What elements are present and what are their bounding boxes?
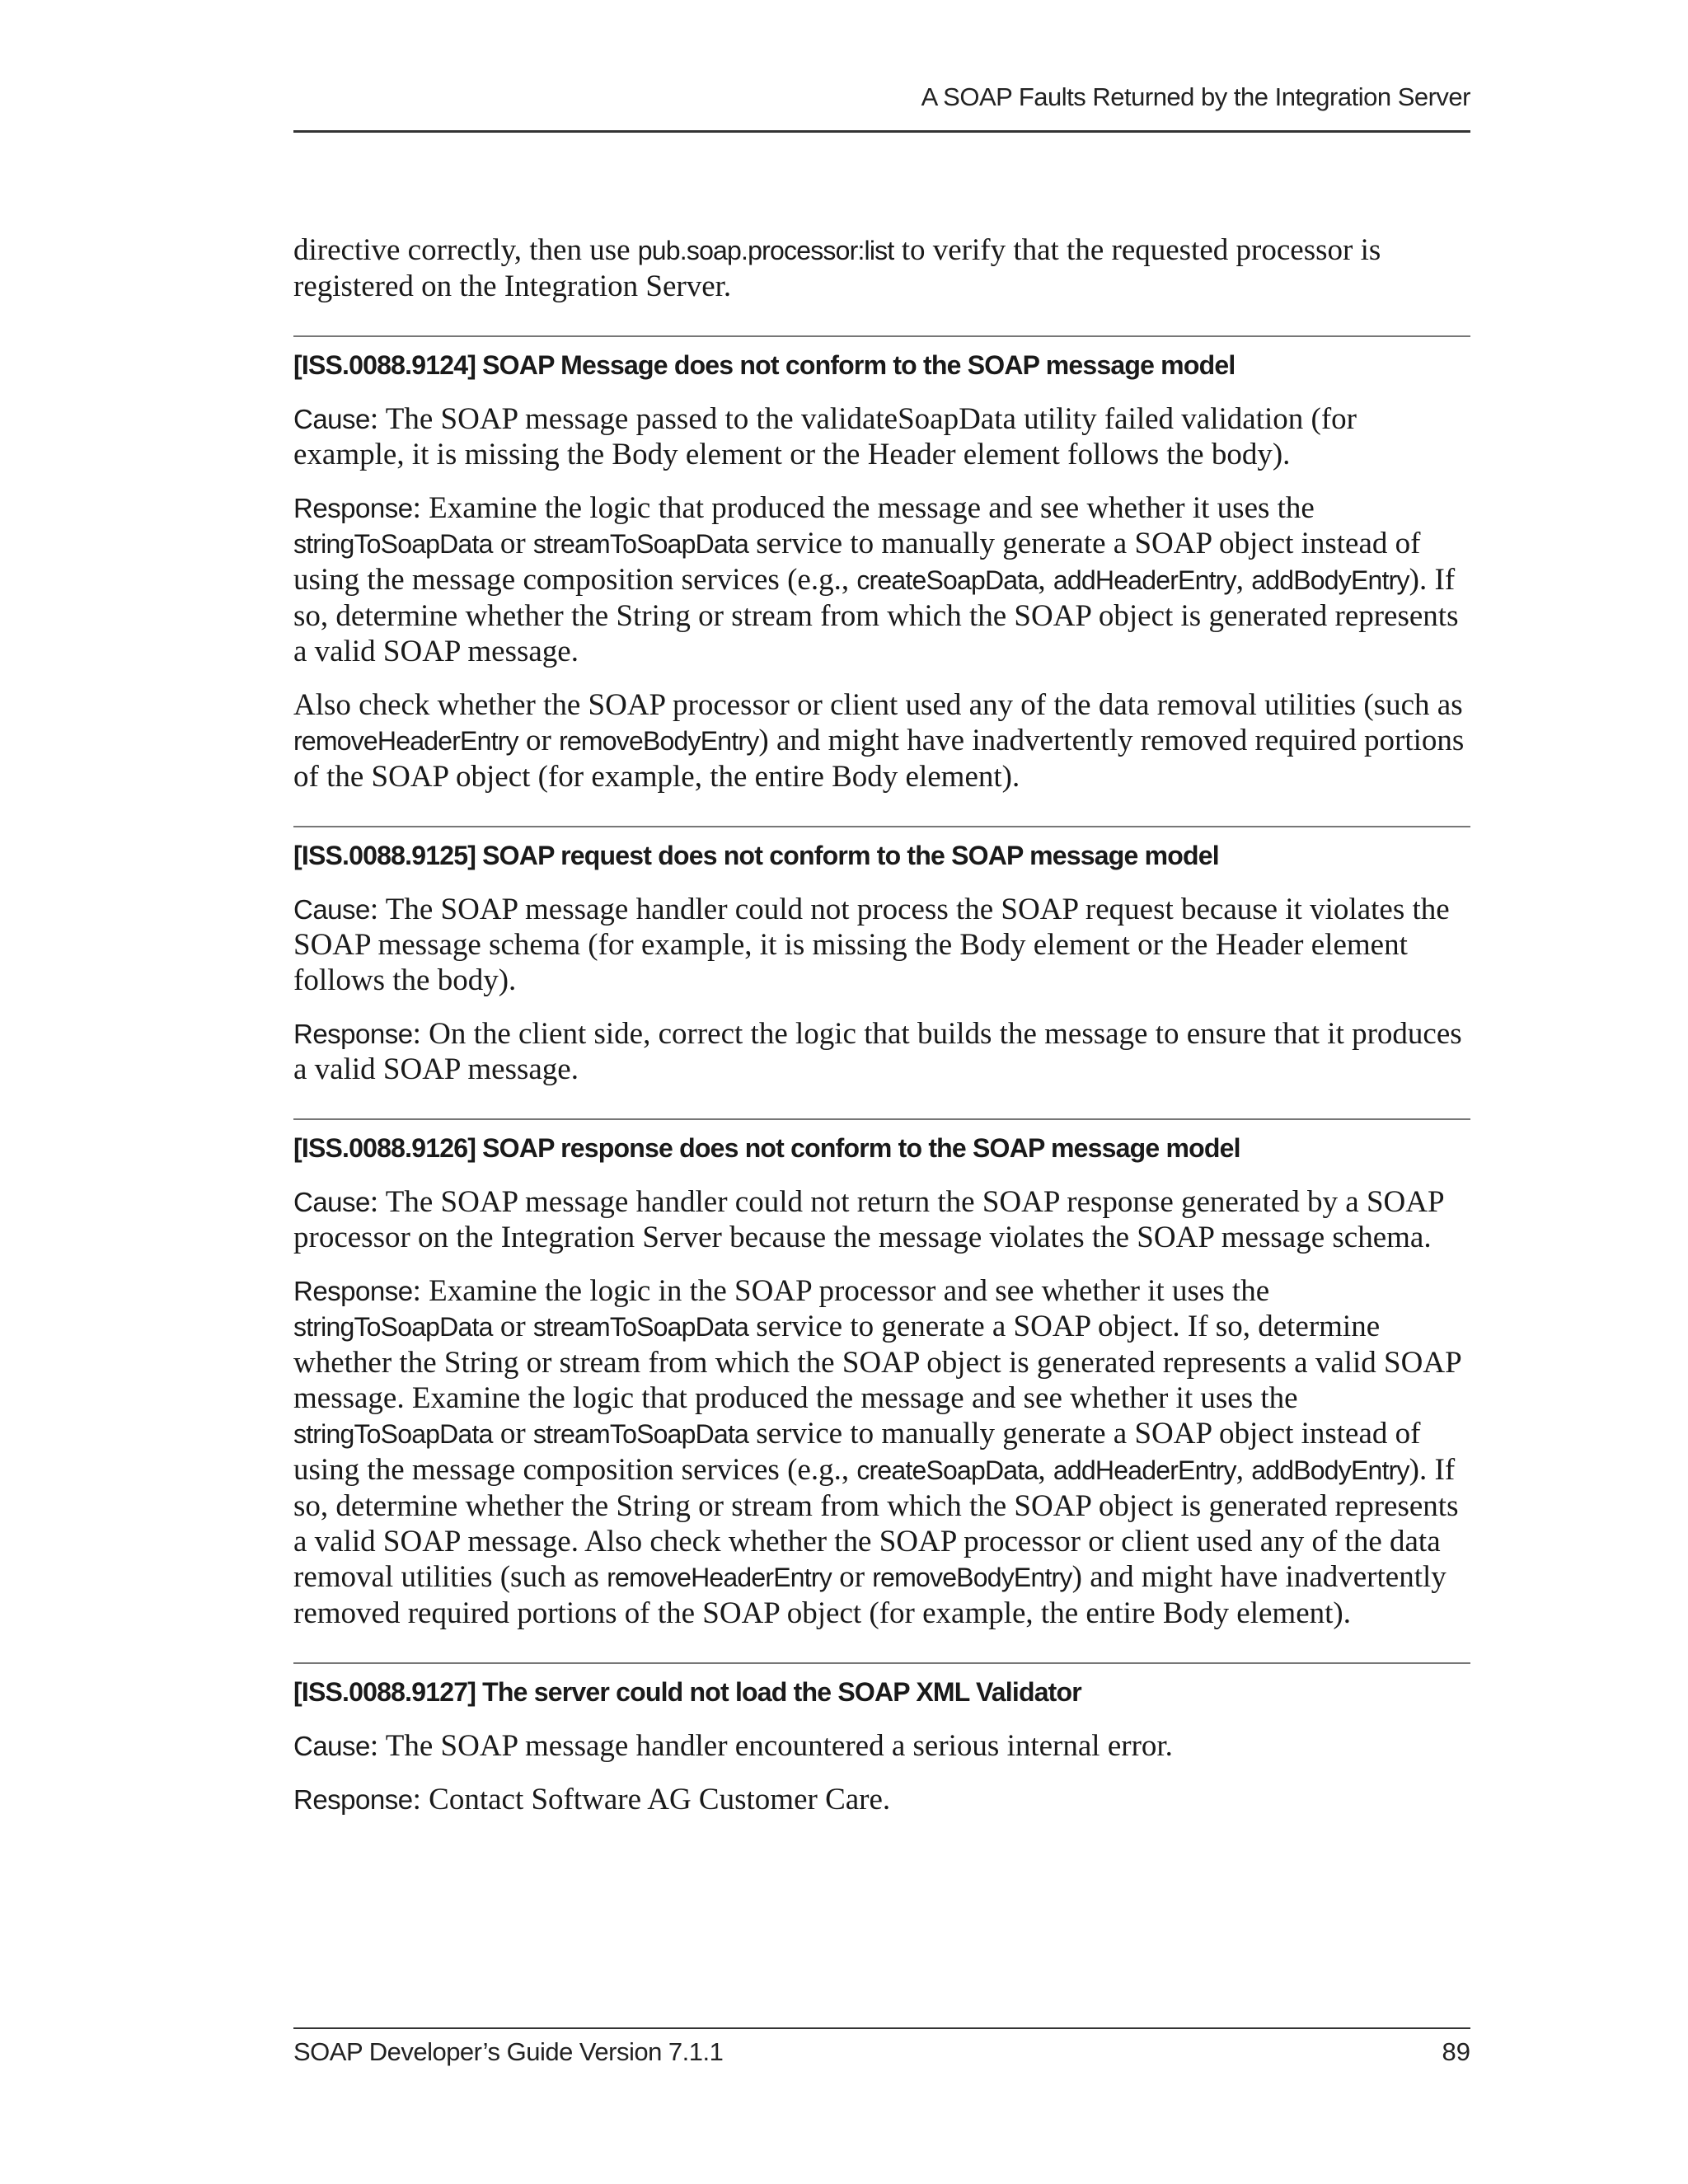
text: service to generate a SOAP object. If so, determine whether the String or stream from which the SOAP object is generated represents a valid SOAP message. Examine the logic that produced the message and see whether it uses the	[293, 1310, 1461, 1415]
service-name: addBodyEntry	[1251, 1455, 1409, 1485]
response-paragraph	[293, 490, 1470, 669]
cause-label: Cause	[293, 1187, 370, 1217]
response-text: : Contact Software AG Customer Care.	[412, 1783, 891, 1816]
service-name: streamToSoapData	[532, 529, 749, 559]
cause-label: Cause	[293, 404, 370, 434]
error-title: [ISS.0088.9127] The server could not load the SOAP XML Validator	[293, 1677, 1081, 1707]
response-paragraph	[293, 1782, 1470, 1817]
text: Also check whether the SOAP processor or client used any of the data removal utilities (such as	[293, 688, 1463, 722]
error-entry-9124	[293, 335, 1470, 794]
cause-label: Cause	[293, 1731, 370, 1761]
text: or	[492, 527, 533, 560]
service-name: pub.soap.processor:list	[637, 236, 894, 265]
cause-text: : The SOAP message handler could not process the SOAP request because it violates the SOAP message schema (for example, it is missing the Body element or the Header element follows the body).	[293, 893, 1450, 997]
intro-paragraph	[293, 232, 1470, 304]
service-name: stringToSoapData	[293, 529, 493, 559]
text: ) and might have inadvertently removed required portions of the SOAP object (for example, the entire Body element).	[293, 1560, 1447, 1630]
text: ,	[1038, 563, 1053, 597]
response-label: Response	[293, 1276, 413, 1306]
also-check-paragraph	[293, 687, 1470, 794]
error-entry-9126	[293, 1118, 1470, 1631]
service-name: createSoapData	[856, 1455, 1039, 1485]
service-name: removeBodyEntry	[872, 1563, 1072, 1592]
response-paragraph	[293, 1016, 1470, 1087]
service-name: removeHeaderEntry	[607, 1563, 832, 1592]
document-page	[293, 0, 1470, 2184]
text: or	[492, 1417, 533, 1451]
footer-rule	[293, 2027, 1470, 2029]
text: service to manually generate a SOAP object instead of using the message composition services (e.g.,	[293, 1417, 1421, 1487]
cause-text: : The SOAP message handler encountered a serious internal error.	[369, 1729, 1173, 1763]
error-title: [ISS.0088.9124] SOAP Message does not conform to the SOAP message model	[293, 350, 1236, 380]
service-name: addHeaderEntry	[1053, 565, 1236, 595]
cause-paragraph	[293, 1184, 1470, 1255]
text: ). If so, determine whether the String or stream from which the SOAP object is generated represents a valid SOAP message.	[293, 563, 1459, 668]
service-name: removeHeaderEntry	[293, 726, 518, 756]
text: ,	[1236, 563, 1252, 597]
response-text: : On the client side, correct the logic that builds the message to ensure that it produces a valid SOAP message.	[293, 1017, 1462, 1086]
footer-guide-title: SOAP Developer’s Guide Version 7.1.1	[293, 2037, 724, 2066]
text: or	[518, 724, 560, 757]
error-title: [ISS.0088.9126] SOAP response does not conform to the SOAP message model	[293, 1133, 1240, 1163]
text: or	[831, 1560, 873, 1594]
error-title: [ISS.0088.9125] SOAP request does not conform to the SOAP message model	[293, 841, 1219, 870]
service-name: addBodyEntry	[1251, 565, 1409, 595]
service-name: addHeaderEntry	[1053, 1455, 1236, 1485]
service-name: streamToSoapData	[532, 1312, 749, 1342]
service-name: removeBodyEntry	[559, 726, 759, 756]
cause-text: : The SOAP message handler could not return the SOAP response generated by a SOAP processor on the Integration Server because the message violates the SOAP message schema.	[293, 1185, 1444, 1254]
response-label: Response	[293, 493, 413, 523]
cause-label: Cause	[293, 894, 370, 925]
text: ). If so, determine whether the String or stream from which the SOAP object is generated represents a valid SOAP message. Also check whether the SOAP processor or client used any of the data removal utilities (such as	[293, 1453, 1459, 1594]
page-number: 89	[1442, 2037, 1470, 2066]
response-label: Response	[293, 1784, 413, 1815]
text: ) and might have inadvertently removed required portions of the SOAP object (for example, the entire Body element).	[293, 724, 1465, 794]
text: ,	[1236, 1453, 1252, 1487]
service-name: streamToSoapData	[532, 1419, 749, 1449]
text: or	[492, 1310, 533, 1343]
text: ,	[1038, 1453, 1053, 1487]
error-entry-9125	[293, 826, 1470, 1087]
service-name: stringToSoapData	[293, 1312, 493, 1342]
cause-paragraph	[293, 1728, 1470, 1764]
cause-paragraph	[293, 401, 1470, 472]
body-content	[293, 232, 1470, 1835]
text: : Examine the logic that produced the message and see whether it uses the	[412, 491, 1315, 525]
text: to verify that the requested processor is registered on the Integration Server.	[293, 233, 1381, 303]
response-label: Response	[293, 1019, 413, 1049]
header-rule	[293, 130, 1470, 133]
text: : Examine the logic in the SOAP processor and see whether it uses the	[412, 1274, 1270, 1308]
error-entry-9127	[293, 1662, 1470, 1817]
running-header: A SOAP Faults Returned by the Integration Server	[921, 82, 1470, 111]
text: directive correctly, then use	[293, 233, 638, 267]
service-name: createSoapData	[856, 565, 1039, 595]
text: service to manually generate a SOAP object instead of using the message composition services (e.g.,	[293, 527, 1421, 597]
cause-text: : The SOAP message passed to the validateSoapData utility failed validation (for example, it is missing the Body element or the Header element follows the body).	[293, 402, 1357, 471]
cause-paragraph	[293, 892, 1470, 998]
service-name: stringToSoapData	[293, 1419, 493, 1449]
response-paragraph	[293, 1273, 1470, 1631]
